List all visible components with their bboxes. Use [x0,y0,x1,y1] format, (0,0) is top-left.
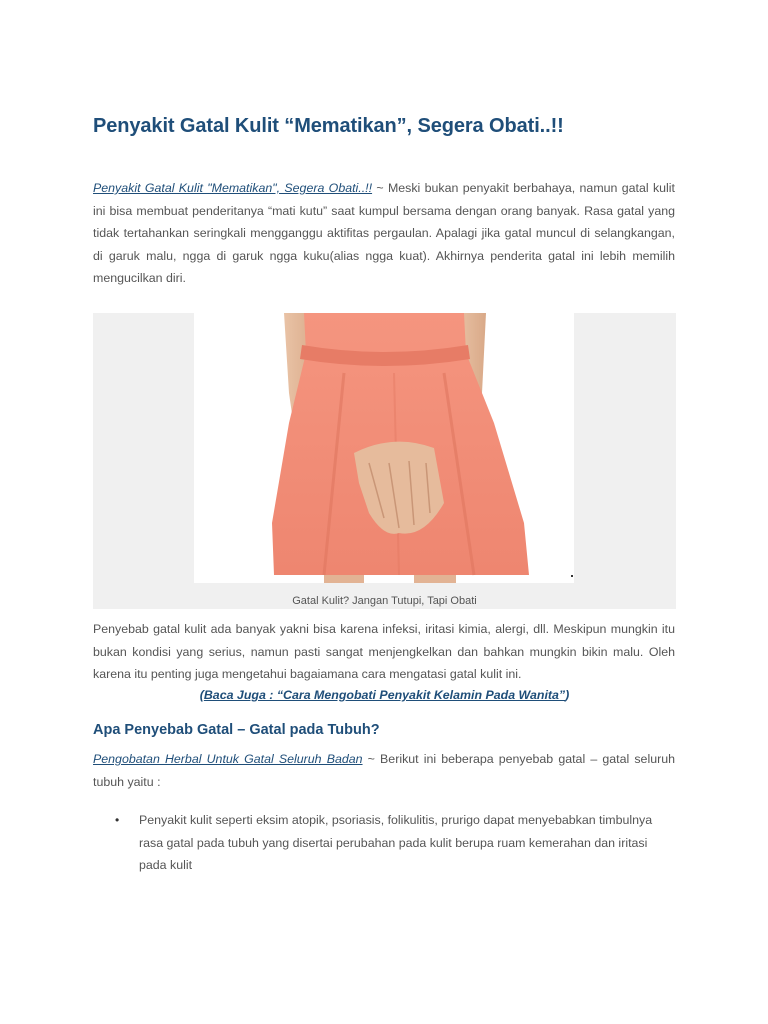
article-photo [194,313,574,583]
herbal-link[interactable]: Pengobatan Herbal Untuk Gatal Seluruh Badan [93,752,363,766]
section-heading: Apa Penyebab Gatal – Gatal pada Tubuh? [93,722,380,738]
list-item [93,809,675,877]
article-figure [93,313,676,609]
figure-caption: Gatal Kulit? Jangan Tutupi, Tapi Obati [292,595,477,607]
read-also-line [93,688,676,702]
read-also-link[interactable]: Baca Juga : “Cara Mengobati Penyakit Kelamin Pada Wanita” [203,688,566,702]
read-also-close: ) [565,688,570,702]
dress-illustration [194,313,574,583]
read-also-open: ( [199,688,204,702]
intro-link[interactable]: Penyakit Gatal Kulit "Mematikan", Segera Obati..!! [93,181,373,195]
paragraph-herbal [93,748,675,793]
article-title: Penyakit Gatal Kulit “Mematikan”, Segera Obati..!! [93,115,564,137]
causes-list [93,809,675,877]
bullet-icon: • [115,813,120,827]
list-item-text: Penyakit kulit seperti eksim atopik, psoriasis, folikulitis, prurigo dapat menyebabkan timbulnya rasa gatal pada tubuh yang disertai perubahan pada kulit berupa ruam kemerahan dan iritasi pada kulit [139,813,653,872]
intro-text: ~ Meski bukan penyakit berbahaya, namun gatal kulit ini bisa membuat penderitanya “mati kutu” saat kumpul bersama dengan orang banyak. Rasa gatal yang tidak tertahankan seringkali mengganggu aktifitas pergaulan. Apalagi jika gatal muncul di selangkangan, di garuk malu, ngga di garuk ngga kuku(alias ngga kuat). Akhirnya penderita gatal ini lebih memilih mengucilkan diri. [93,181,675,285]
intro-paragraph [93,177,675,290]
herbal-text: ~ Berikut ini beberapa penyebab gatal – gatal seluruh tubuh yaitu : [93,752,675,789]
paragraph-causes: Penyebab gatal kulit ada banyak yakni bisa karena infeksi, iritasi kimia, alergi, dll. Meskipun mungkin itu bukan kondisi yang serius, namun pasti sangat menjengkelkan dan bahkan mungkin bikin malu. Oleh karena itu penting juga mengetahui bagaiamana cara mengatasi gatal kulit ini. [93,622,675,681]
stray-dot [571,575,573,577]
